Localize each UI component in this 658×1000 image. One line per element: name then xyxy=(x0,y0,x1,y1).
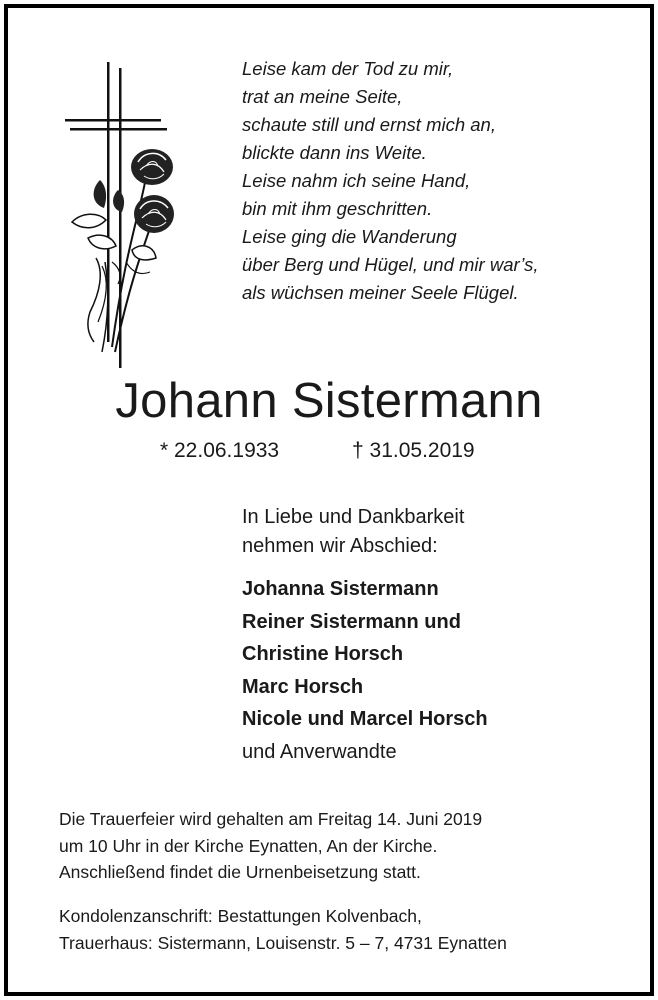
relatives-line: und Anverwandte xyxy=(242,740,397,763)
family-list xyxy=(242,573,488,768)
poem-line: blickte dann ins Weite. xyxy=(242,142,427,163)
poem-line: schaute still und ernst mich an, xyxy=(242,114,496,135)
intro-line: In Liebe und Dankbarkeit xyxy=(242,506,465,528)
birth-date: * 22.06.1933 xyxy=(160,439,280,462)
poem xyxy=(242,55,539,307)
poem-line: Leise kam der Tod zu mir, xyxy=(242,58,454,79)
poem-line: bin mit ihm geschritten. xyxy=(242,198,433,219)
death-date: † 31.05.2019 xyxy=(352,439,475,462)
poem-line: als wüchsen meiner Seele Flügel. xyxy=(242,282,519,303)
family-member: Reiner Sistermann und xyxy=(242,610,461,633)
condolence-line: Trauerhaus: Sistermann, Louisenstr. 5 – 7, 4731 Eynatten xyxy=(59,932,507,953)
family-member: Nicole und Marcel Horsch xyxy=(242,708,488,730)
cross-with-roses-icon xyxy=(60,62,175,370)
condolence-address xyxy=(59,903,507,956)
farewell-intro xyxy=(242,503,464,561)
family-member: Marc Horsch xyxy=(242,675,364,698)
intro-line: nehmen wir Abschied: xyxy=(242,535,438,557)
poem-line: Leise nahm ich seine Hand, xyxy=(242,170,471,191)
ceremony-info xyxy=(59,806,482,886)
poem-line: Leise ging die Wanderung xyxy=(242,226,457,247)
ceremony-line: um 10 Uhr in der Kirche Eynatten, An der Kirche. xyxy=(59,835,438,856)
family-member: Christine Horsch xyxy=(242,643,404,665)
family-member: Johanna Sistermann xyxy=(242,578,439,600)
poem-line: über Berg und Hügel, und mir war’s, xyxy=(242,254,539,275)
ceremony-line: Die Trauerfeier wird gehalten am Freitag 14. Juni 2019 xyxy=(59,809,483,829)
condolence-line: Kondolenzanschrift: Bestattungen Kolvenbach, xyxy=(59,906,422,926)
ceremony-line: Anschließend findet die Urnenbeisetzung statt. xyxy=(59,862,421,882)
deceased-name: Johann Sistermann xyxy=(115,374,543,428)
poem-line: trat an meine Seite, xyxy=(242,86,403,107)
